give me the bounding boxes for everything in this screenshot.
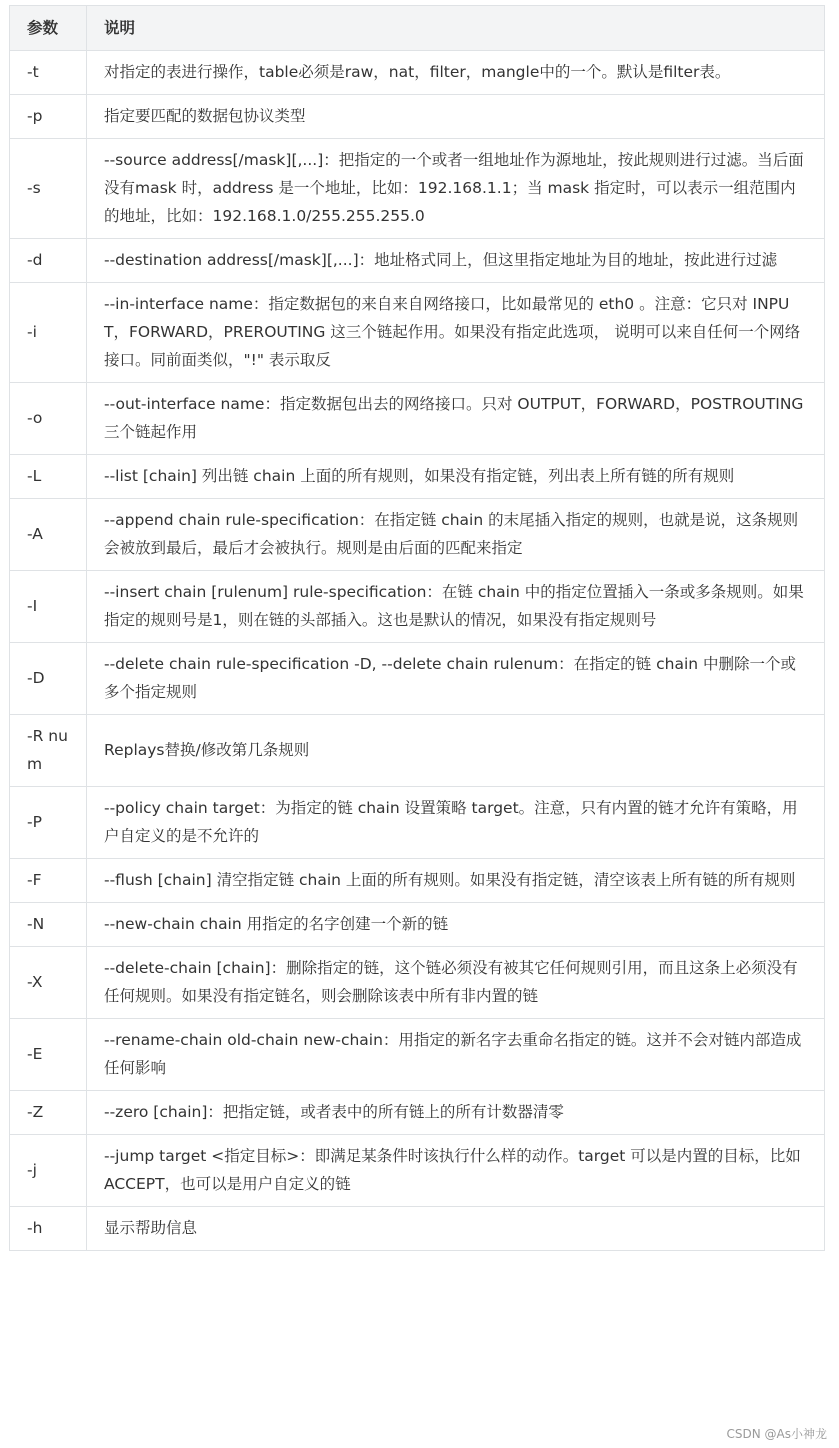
param-description-cell: 对指定的表进行操作，table必须是raw，nat，filter，mangle中的一个。默认是filter表。 bbox=[87, 51, 825, 95]
param-description-cell: Replays替换/修改第几条规则 bbox=[87, 715, 825, 787]
param-description-cell: --delete-chain [chain]：删除指定的链，这个链必须没有被其它任何规则引用，而且这条上必须没有任何规则。如果没有指定链名，则会删除该表中所有非内置的链 bbox=[87, 947, 825, 1019]
param-flag-cell: -s bbox=[10, 139, 87, 239]
table-row bbox=[10, 51, 825, 95]
table-row bbox=[10, 455, 825, 499]
param-flag-cell: -i bbox=[10, 283, 87, 383]
description-column-header: 说明 bbox=[87, 6, 825, 51]
table-row bbox=[10, 1091, 825, 1135]
param-flag-cell: -L bbox=[10, 455, 87, 499]
table-row bbox=[10, 499, 825, 571]
param-description-cell: 显示帮助信息 bbox=[87, 1207, 825, 1251]
param-flag-cell: -p bbox=[10, 95, 87, 139]
param-flag-cell: -A bbox=[10, 499, 87, 571]
table-row bbox=[10, 947, 825, 1019]
param-description-cell: --rename-chain old-chain new-chain：用指定的新名字去重命名指定的链。这并不会对链内部造成任何影响 bbox=[87, 1019, 825, 1091]
param-description-cell: --destination address[/mask][,...]：地址格式同上，但这里指定地址为目的地址，按此进行过滤 bbox=[87, 239, 825, 283]
param-flag-cell: -t bbox=[10, 51, 87, 95]
table-row bbox=[10, 239, 825, 283]
param-flag-cell: -E bbox=[10, 1019, 87, 1091]
param-column-header: 参数 bbox=[10, 6, 87, 51]
table-row bbox=[10, 787, 825, 859]
param-description-cell: --flush [chain] 清空指定链 chain 上面的所有规则。如果没有指定链，清空该表上所有链的所有规则 bbox=[87, 859, 825, 903]
param-flag-cell: -R num bbox=[10, 715, 87, 787]
param-flag-cell: -d bbox=[10, 239, 87, 283]
table-header-row bbox=[10, 6, 825, 51]
table-row bbox=[10, 139, 825, 239]
table-row bbox=[10, 95, 825, 139]
table-row bbox=[10, 1135, 825, 1207]
param-description-cell: --source address[/mask][,...]：把指定的一个或者一组地址作为源地址，按此规则进行过滤。当后面没有mask 时，address 是一个地址，比如：192.168.1.1；当 mask 指定时，可以表示一组范围内的地址，比如：192.168.1.0/255.255.255.0 bbox=[87, 139, 825, 239]
table-row bbox=[10, 571, 825, 643]
table-row bbox=[10, 383, 825, 455]
table-row bbox=[10, 643, 825, 715]
param-flag-cell: -j bbox=[10, 1135, 87, 1207]
options-table-container bbox=[9, 5, 824, 1251]
param-description-cell: --new-chain chain 用指定的名字创建一个新的链 bbox=[87, 903, 825, 947]
param-description-cell: 指定要匹配的数据包协议类型 bbox=[87, 95, 825, 139]
iptables-options-table bbox=[9, 5, 825, 1251]
param-flag-cell: -D bbox=[10, 643, 87, 715]
param-flag-cell: -h bbox=[10, 1207, 87, 1251]
param-flag-cell: -F bbox=[10, 859, 87, 903]
table-row bbox=[10, 1019, 825, 1091]
param-description-cell: --zero [chain]：把指定链，或者表中的所有链上的所有计数器清零 bbox=[87, 1091, 825, 1135]
param-description-cell: --out-interface name：指定数据包出去的网络接口。只对 OUTPUT，FORWARD，POSTROUTING 三个链起作用 bbox=[87, 383, 825, 455]
param-flag-cell: -P bbox=[10, 787, 87, 859]
param-description-cell: --insert chain [rulenum] rule-specification：在链 chain 中的指定位置插入一条或多条规则。如果指定的规则号是1，则在链的头部插入。这也是默认的情况，如果没有指定规则号 bbox=[87, 571, 825, 643]
param-flag-cell: -Z bbox=[10, 1091, 87, 1135]
csdn-watermark: CSDN @As小神龙 bbox=[726, 1427, 827, 1441]
table-row bbox=[10, 903, 825, 947]
param-flag-cell: -o bbox=[10, 383, 87, 455]
table-row bbox=[10, 859, 825, 903]
param-description-cell: --in-interface name：指定数据包的来自来自网络接口，比如最常见的 eth0 。注意：它只对 INPUT，FORWARD，PREROUTING 这三个链起作用。如果没有指定此选项， 说明可以来自任何一个网络接口。同前面类似，"!" 表示取反 bbox=[87, 283, 825, 383]
param-description-cell: --delete chain rule-specification -D, --delete chain rulenum：在指定的链 chain 中删除一个或多个指定规则 bbox=[87, 643, 825, 715]
param-description-cell: --jump target <指定目标>：即满足某条件时该执行什么样的动作。target 可以是内置的目标，比如 ACCEPT，也可以是用户自定义的链 bbox=[87, 1135, 825, 1207]
table-row bbox=[10, 715, 825, 787]
table-row bbox=[10, 283, 825, 383]
param-description-cell: --append chain rule-specification：在指定链 chain 的末尾插入指定的规则，也就是说，这条规则会被放到最后，最后才会被执行。规则是由后面的匹配来指定 bbox=[87, 499, 825, 571]
param-flag-cell: -X bbox=[10, 947, 87, 1019]
param-flag-cell: -N bbox=[10, 903, 87, 947]
param-description-cell: --list [chain] 列出链 chain 上面的所有规则，如果没有指定链，列出表上所有链的所有规则 bbox=[87, 455, 825, 499]
table-row bbox=[10, 1207, 825, 1251]
param-description-cell: --policy chain target：为指定的链 chain 设置策略 target。注意，只有内置的链才允许有策略，用户自定义的是不允许的 bbox=[87, 787, 825, 859]
param-flag-cell: -I bbox=[10, 571, 87, 643]
